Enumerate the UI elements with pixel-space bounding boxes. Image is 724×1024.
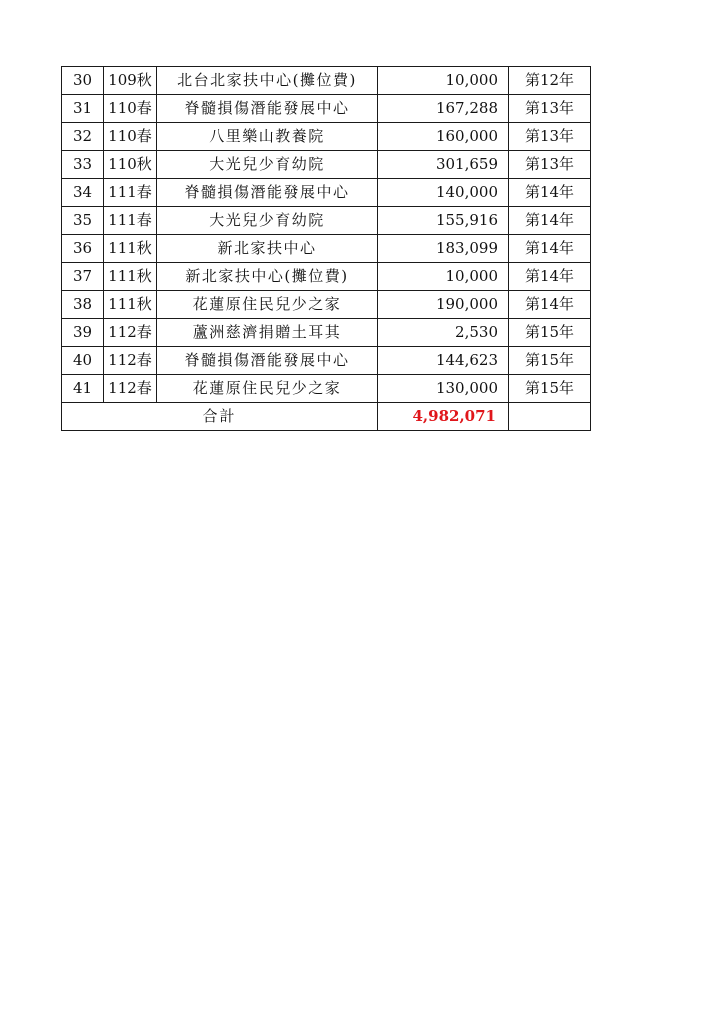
total-year-empty xyxy=(509,403,591,431)
row-recipient: 新北家扶中心 xyxy=(157,235,378,263)
row-amount: 2,530 xyxy=(378,319,509,347)
total-label: 合計 xyxy=(62,403,378,431)
row-amount: 10,000 xyxy=(378,67,509,95)
row-recipient: 蘆洲慈濟捐贈土耳其 xyxy=(157,319,378,347)
row-amount: 190,000 xyxy=(378,291,509,319)
row-amount: 140,000 xyxy=(378,179,509,207)
table-row xyxy=(62,67,591,95)
row-year: 第15年 xyxy=(509,375,591,403)
row-recipient: 大光兒少育幼院 xyxy=(157,207,378,235)
row-recipient: 花蓮原住民兒少之家 xyxy=(157,375,378,403)
row-term: 112春 xyxy=(104,347,157,375)
row-term: 111秋 xyxy=(104,235,157,263)
row-year: 第13年 xyxy=(509,123,591,151)
row-year: 第14年 xyxy=(509,207,591,235)
row-term: 111秋 xyxy=(104,291,157,319)
total-row xyxy=(62,403,591,431)
table-row xyxy=(62,95,591,123)
row-year: 第15年 xyxy=(509,347,591,375)
row-recipient: 八里樂山教養院 xyxy=(157,123,378,151)
row-recipient: 大光兒少育幼院 xyxy=(157,151,378,179)
row-year: 第14年 xyxy=(509,263,591,291)
table-row xyxy=(62,179,591,207)
table-row xyxy=(62,347,591,375)
row-term: 110春 xyxy=(104,95,157,123)
table-row xyxy=(62,207,591,235)
row-recipient: 花蓮原住民兒少之家 xyxy=(157,291,378,319)
table-row xyxy=(62,375,591,403)
row-number: 30 xyxy=(62,67,104,95)
donation-table-body xyxy=(62,67,591,431)
donation-table xyxy=(61,66,591,431)
row-term: 109秋 xyxy=(104,67,157,95)
row-term: 111春 xyxy=(104,207,157,235)
table-row xyxy=(62,319,591,347)
row-number: 38 xyxy=(62,291,104,319)
table-row xyxy=(62,235,591,263)
row-amount: 10,000 xyxy=(378,263,509,291)
row-term: 110秋 xyxy=(104,151,157,179)
row-number: 31 xyxy=(62,95,104,123)
table-row xyxy=(62,263,591,291)
row-number: 35 xyxy=(62,207,104,235)
row-year: 第13年 xyxy=(509,151,591,179)
row-amount: 160,000 xyxy=(378,123,509,151)
row-recipient: 脊髓損傷潛能發展中心 xyxy=(157,179,378,207)
total-amount: 4,982,071 xyxy=(378,403,509,431)
row-term: 111春 xyxy=(104,179,157,207)
row-amount: 155,916 xyxy=(378,207,509,235)
row-term: 111秋 xyxy=(104,263,157,291)
row-recipient: 新北家扶中心(攤位費) xyxy=(157,263,378,291)
row-year: 第15年 xyxy=(509,319,591,347)
table-row xyxy=(62,291,591,319)
row-term: 110春 xyxy=(104,123,157,151)
row-year: 第13年 xyxy=(509,95,591,123)
row-number: 33 xyxy=(62,151,104,179)
row-amount: 130,000 xyxy=(378,375,509,403)
row-year: 第14年 xyxy=(509,291,591,319)
row-number: 36 xyxy=(62,235,104,263)
row-number: 40 xyxy=(62,347,104,375)
row-term: 112春 xyxy=(104,375,157,403)
row-amount: 144,623 xyxy=(378,347,509,375)
row-year: 第12年 xyxy=(509,67,591,95)
row-number: 32 xyxy=(62,123,104,151)
row-number: 34 xyxy=(62,179,104,207)
table-row xyxy=(62,151,591,179)
row-recipient: 脊髓損傷潛能發展中心 xyxy=(157,347,378,375)
row-recipient: 北台北家扶中心(攤位費) xyxy=(157,67,378,95)
row-recipient: 脊髓損傷潛能發展中心 xyxy=(157,95,378,123)
row-year: 第14年 xyxy=(509,235,591,263)
row-amount: 167,288 xyxy=(378,95,509,123)
row-year: 第14年 xyxy=(509,179,591,207)
row-number: 37 xyxy=(62,263,104,291)
table-row xyxy=(62,123,591,151)
row-amount: 183,099 xyxy=(378,235,509,263)
row-number: 39 xyxy=(62,319,104,347)
row-term: 112春 xyxy=(104,319,157,347)
row-amount: 301,659 xyxy=(378,151,509,179)
row-number: 41 xyxy=(62,375,104,403)
